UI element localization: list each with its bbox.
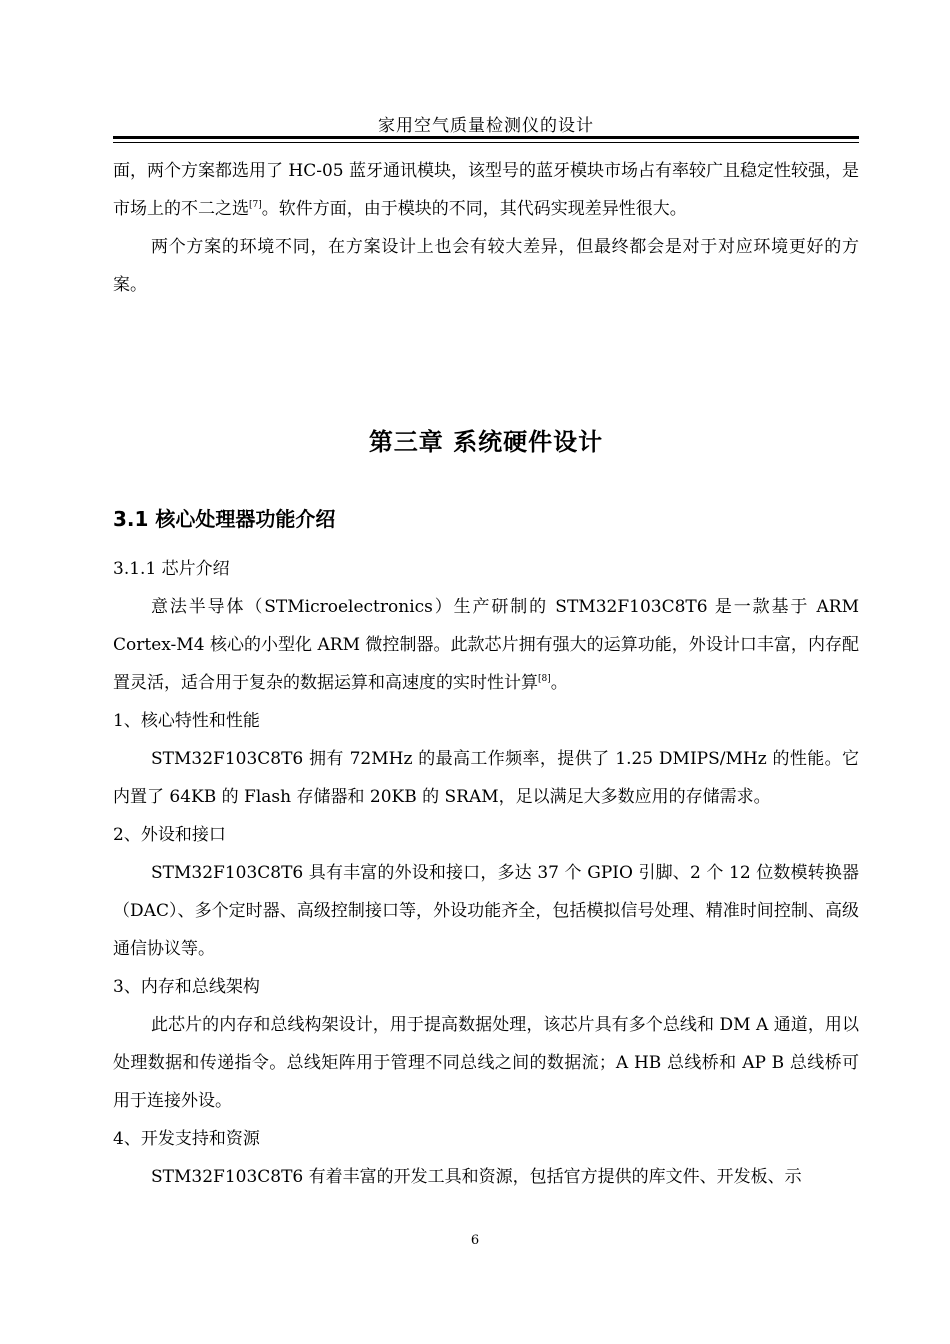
page-number: 6 — [470, 1233, 480, 1248]
list-paragraph-1: STM32F103C8T6 拥有 72MHz 的最高工作频率，提供了 1.25 DMIPS/MHz 的性能。它内置了 64KB 的 Flash 存储器和 20KB 的 SRAM，足以满足大多数应用的存储需求。 — [113, 749, 859, 807]
subsection-title: 3.1.1 芯片介绍 — [113, 559, 230, 579]
paragraph-intro-1: 面，两个方案都选用了 HC-05 蓝牙通讯模块，该型号的蓝牙模块市场占有率较广且稳定性较强，是市场上的不二之选[7]。软件方面，由于模块的不同，其代码实现差异性很大。 — [113, 161, 860, 219]
document-body — [113, 152, 859, 1196]
list-heading-4: 4、开发支持和资源 — [113, 1129, 260, 1149]
header-rule-thin — [113, 142, 859, 143]
citation: [8] — [538, 674, 551, 684]
paragraph-chip-intro: 意法半导体（STMicroelectronics）生产研制的 STM32F103C8T6 是一款基于 ARM Cortex-M4 核心的小型化 ARM 微控制器。此款芯片拥有强大的运算功能，外设计口丰富，内存配置灵活，适合用于复杂的数据运算和高速度的实时性计算[8]。 — [113, 597, 859, 693]
running-header: 家用空气质量检测仪的设计 — [378, 116, 594, 136]
chapter-title: 第三章 系统硬件设计 — [368, 428, 604, 456]
list-paragraph-4: STM32F103C8T6 有着丰富的开发工具和资源，包括官方提供的库文件、开发板、示 — [151, 1167, 802, 1187]
list-heading-2: 2、外设和接口 — [113, 825, 226, 845]
paragraph-intro-2: 两个方案的环境不同，在方案设计上也会有较大差异，但最终都会是对于对应环境更好的方案。 — [113, 237, 859, 295]
list-heading-1: 1、核心特性和性能 — [113, 711, 260, 731]
section-title: 3.1 核心处理器功能介绍 — [113, 507, 336, 531]
list-paragraph-2: STM32F103C8T6 具有丰富的外设和接口，多达 37 个 GPIO 引脚、2 个 12 位数模转换器（DAC）、多个定时器、高级控制接口等，外设功能齐全，包括模拟信号处理、精准时间控制、高级通信协议等。 — [113, 863, 859, 959]
list-paragraph-3: 此芯片的内存和总线构架设计，用于提高数据处理，该芯片具有多个总线和 DM A 通道，用以处理数据和传递指令。总线矩阵用于管理不同总线之间的数据流；A HB 总线桥和 AP B 总线桥可用于连接外设。 — [113, 1015, 859, 1111]
header-rule-thick — [113, 136, 859, 139]
citation: [7] — [249, 200, 262, 210]
list-heading-3: 3、内存和总线架构 — [113, 977, 260, 997]
